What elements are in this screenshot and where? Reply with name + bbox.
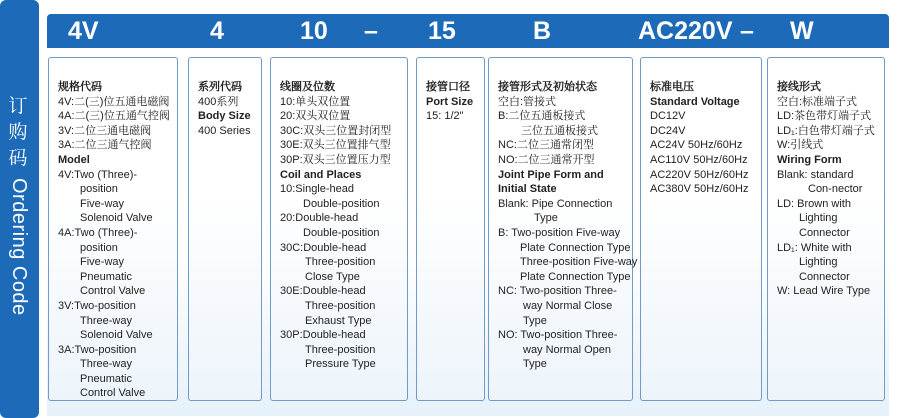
wiring-line: Connector <box>799 270 850 283</box>
voltage-line: AC220V 50Hz/60Hz <box>650 168 749 181</box>
coil-line: 30C:Double-head <box>280 241 367 254</box>
port-size-line: 接管口径 <box>426 81 470 93</box>
coil-line: Close Type <box>305 270 360 283</box>
code-bar <box>47 14 889 48</box>
coil-line: Pressure Type <box>305 358 376 371</box>
wiring-line: 接线形式 <box>777 81 821 93</box>
column-coil <box>270 57 408 401</box>
side-title-zh: 订购码 <box>8 96 30 169</box>
wiring-line: 空白:标准端子式 <box>777 95 858 108</box>
wiring-line: W:引线式 <box>777 139 824 152</box>
model-line: Solenoid Valve <box>80 212 153 225</box>
code-segment-pipe: B <box>533 17 552 45</box>
voltage-line: Standard Voltage <box>650 95 740 108</box>
pipe-line: Three-position Five-way <box>520 256 638 269</box>
coil-line: Exhaust Type <box>305 314 372 327</box>
model-line: Three-way <box>80 314 132 327</box>
wiring-line: LD:茶色带灯端子式 <box>777 110 872 123</box>
coil-line: 30E:双头三位置排气型 <box>280 139 391 152</box>
pipe-line: Plate Connection Type <box>520 241 631 254</box>
code-segment-port: 15 <box>428 17 456 45</box>
coil-line: 30P:双头三位置压力型 <box>280 153 391 166</box>
coil-line: 30C:双头三位置封闭型 <box>280 124 392 137</box>
model-line: position <box>80 241 118 254</box>
coil-line: Coil and Places <box>280 168 362 181</box>
coil-line: 30P:Double-head <box>280 329 366 342</box>
column-body-size <box>188 57 262 401</box>
wiring-line: LD₁:白色带灯端子式 <box>777 124 875 137</box>
pipe-line: way Normal Open <box>523 343 612 356</box>
pipe-line: B:二位五通板接式 <box>498 110 586 123</box>
code-segment-wiring: W <box>790 17 814 45</box>
code-segment-coil: 10 <box>300 17 328 45</box>
wiring-line: Lighting <box>799 256 838 269</box>
coil-line: 10:单头双位置 <box>280 95 351 108</box>
code-segment-body: 4 <box>210 17 224 45</box>
model-line: 3A:二位三通气控阀 <box>58 139 152 152</box>
coil-line: 线圈及位数 <box>280 81 335 93</box>
pipe-line: 接管形式及初始状态 <box>498 81 597 93</box>
column-model <box>48 57 178 401</box>
coil-line: 20:双头双位置 <box>280 110 351 123</box>
voltage-line: 标准电压 <box>650 81 694 93</box>
coil-line: 20:Double-head <box>280 212 359 225</box>
body-size-line: 400系列 <box>198 95 239 108</box>
code-segment-dash-2: – <box>740 17 754 45</box>
code-segment-voltage: AC220V <box>638 17 733 45</box>
model-line: 3A:Two-position <box>58 343 137 356</box>
pipe-line: Type <box>523 358 547 371</box>
model-line: Pneumatic <box>80 270 132 283</box>
wiring-line: Wiring Form <box>777 153 842 166</box>
voltage-line: AC110V 50Hz/60Hz <box>650 153 748 166</box>
model-line: position <box>80 183 118 196</box>
wiring-line: LD: Brown with <box>777 197 851 210</box>
pipe-line: Blank: Pipe Connection <box>498 197 613 210</box>
port-size-line: 15: 1/2" <box>426 110 464 123</box>
coil-line: Three-position <box>305 343 376 356</box>
pipe-line: NC: Two-position Three- <box>498 285 617 298</box>
model-line: Five-way <box>80 256 125 269</box>
pipe-line: Joint Pipe Form and <box>498 168 604 181</box>
body-size-line: 400 Series <box>198 124 251 137</box>
pipe-line: B: Two-position Five-way <box>498 226 621 239</box>
body-size-line: Body Size <box>198 110 251 123</box>
pipe-line: NO: Two-position Three- <box>498 329 618 342</box>
pipe-line: 三位五通板接式 <box>521 124 598 137</box>
voltage-line: DC24V <box>650 124 686 137</box>
model-line: 规格代码 <box>58 81 102 93</box>
model-line: Pneumatic <box>80 372 132 385</box>
code-segment-model: 4V <box>68 17 99 45</box>
body-size-line: 系列代码 <box>198 81 242 93</box>
column-wiring <box>767 57 885 401</box>
pipe-line: Plate Connection Type <box>520 270 631 283</box>
wiring-line: Lighting <box>799 212 838 225</box>
coil-line: Double-position <box>303 197 380 210</box>
coil-line: Double-position <box>303 226 380 239</box>
coil-line: 30E:Double-head <box>280 285 366 298</box>
voltage-line: AC24V 50Hz/60Hz <box>650 139 743 152</box>
model-line: Three-way <box>80 358 132 371</box>
column-voltage <box>640 57 762 401</box>
model-line: 4A:Two (Three)- <box>58 226 138 239</box>
coil-line: 10:Single-head <box>280 183 355 196</box>
pipe-line: 空白:管接式 <box>498 95 557 108</box>
model-line: Solenoid Valve <box>80 329 153 342</box>
coil-line: Three-position <box>305 299 376 312</box>
wiring-line: Connector <box>799 226 850 239</box>
model-line: Control Valve <box>80 387 146 400</box>
model-line: Five-way <box>80 197 125 210</box>
pipe-line: Type <box>523 314 547 327</box>
coil-line: Three-position <box>305 256 376 269</box>
voltage-line: DC12V <box>650 110 686 123</box>
pipe-line: Initial State <box>498 183 557 196</box>
model-line: Control Valve <box>80 285 146 298</box>
wiring-line: Blank: standard <box>777 168 854 181</box>
pipe-line: NO:二位三通常开型 <box>498 153 595 166</box>
model-line: 4V:Two (Three)- <box>58 168 138 181</box>
pipe-line: Type <box>534 212 558 225</box>
wiring-line: W: Lead Wire Type <box>777 285 871 298</box>
column-port-size <box>416 57 485 401</box>
voltage-line: AC380V 50Hz/60Hz <box>650 183 749 196</box>
port-size-line: Port Size <box>426 95 474 108</box>
column-pipe <box>488 57 638 401</box>
side-banner <box>0 0 39 418</box>
model-line: 3V:二位三通电磁阀 <box>58 124 152 137</box>
model-line: Model <box>58 153 90 166</box>
side-title-en: Ordering Code <box>8 178 30 316</box>
pipe-line: NC:二位三通常闭型 <box>498 139 594 152</box>
model-line: 4V:二(三)位五通电磁阀 <box>58 95 170 108</box>
side-title <box>6 94 32 316</box>
wiring-line: LD₁: White with <box>777 241 852 254</box>
model-line: 4A:二(三)位五通气控阀 <box>58 110 170 123</box>
pipe-line: way Normal Close <box>523 299 613 312</box>
code-segment-dash: – <box>364 17 378 45</box>
model-line: 3V:Two-position <box>58 299 136 312</box>
wiring-line: Con-nector <box>808 183 863 196</box>
